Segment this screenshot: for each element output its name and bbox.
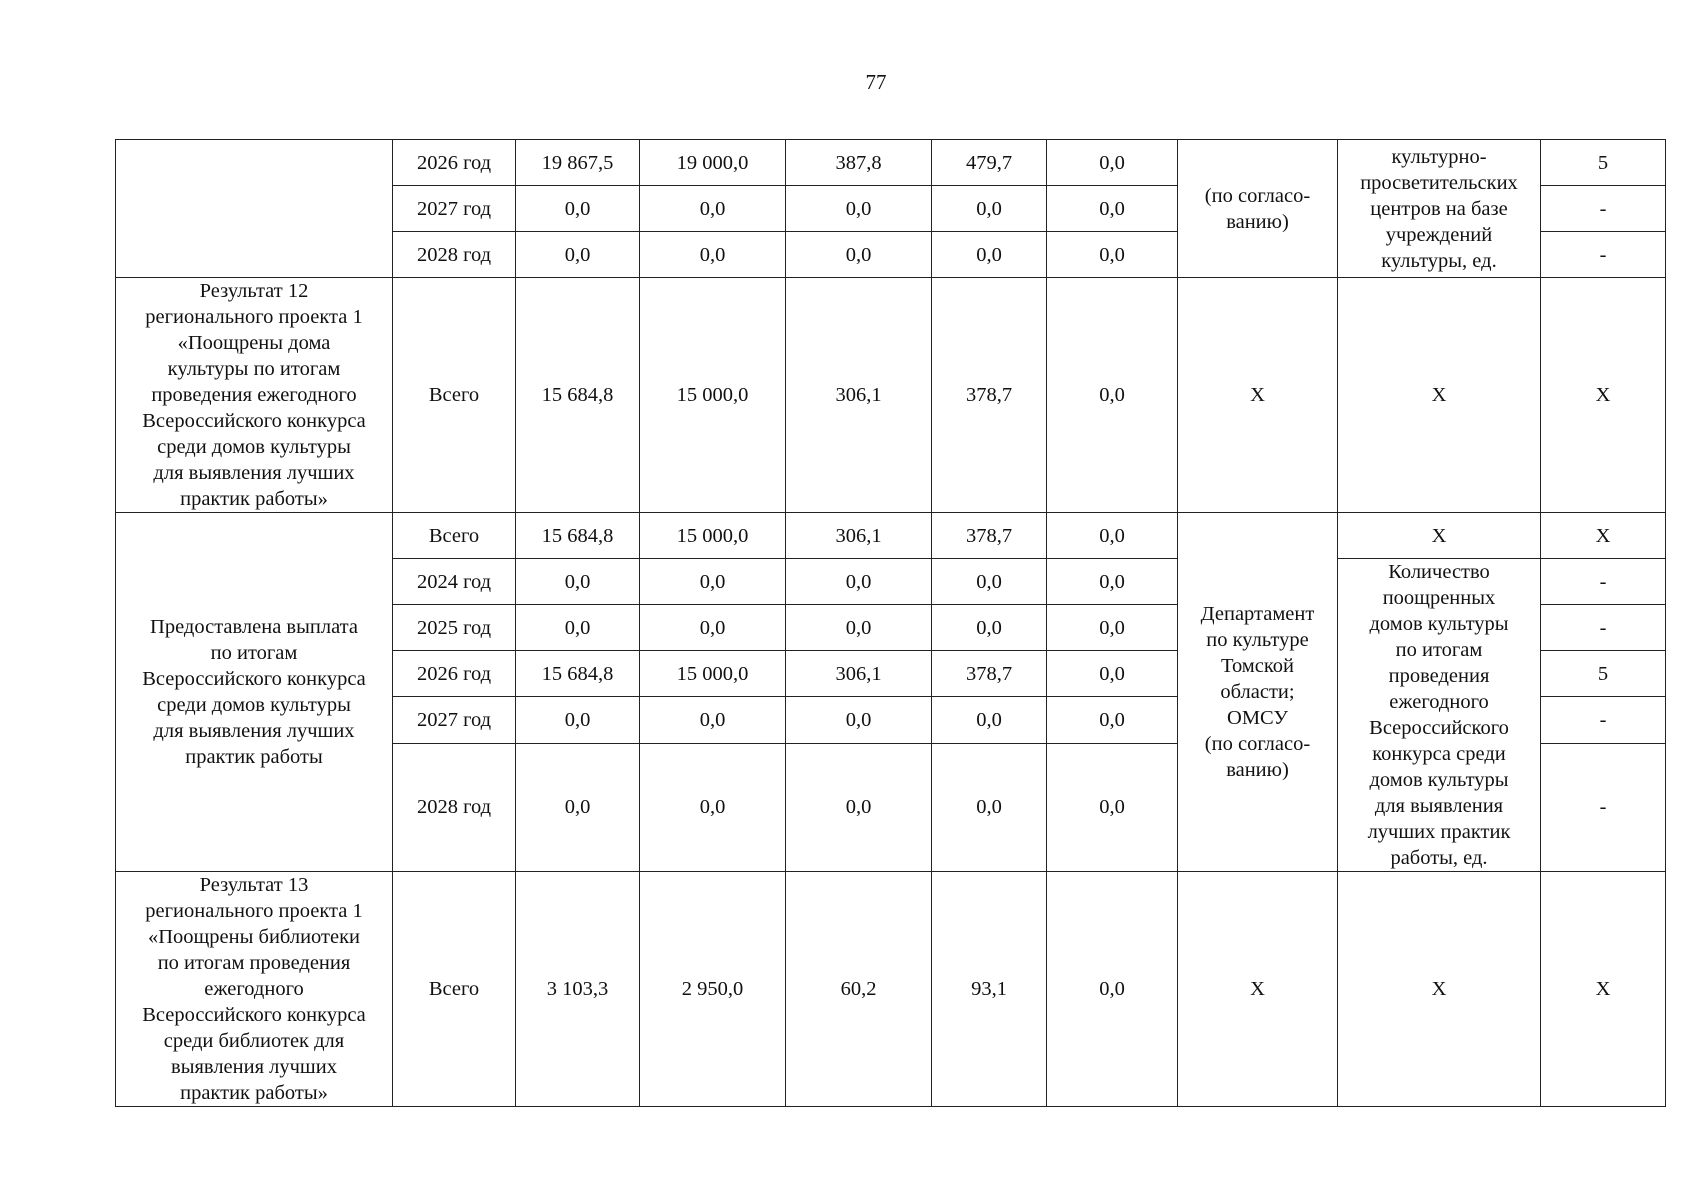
year-cell: 2024 год [393,559,516,605]
indicator-cell: X [1338,872,1541,1107]
regional-cell: 387,8 [786,140,932,186]
federal-cell: 15 000,0 [640,651,786,697]
federal-cell: 19 000,0 [640,140,786,186]
result-13-label: Результат 13 регионального проекта 1 «Поощрены библиотеки по итогам проведения ежегодного Всероссийского конкурса среди библиотек для выявления лучших практик работы» [116,872,393,1107]
municipal-cell: 378,7 [932,513,1047,559]
target-cell: - [1541,232,1666,278]
municipal-cell: 0,0 [932,186,1047,232]
indicator-cell: X [1338,513,1541,559]
regional-cell: 306,1 [786,513,932,559]
total-cell: 19 867,5 [516,140,640,186]
regional-cell: 0,0 [786,697,932,743]
extra-budget-cell: 0,0 [1047,605,1178,651]
total-cell: 0,0 [516,605,640,651]
table-row-result-13 [116,872,1666,1107]
regional-cell: 60,2 [786,872,932,1107]
regional-cell: 0,0 [786,232,932,278]
municipal-cell: 93,1 [932,872,1047,1107]
executor-cell: (по согласо- ванию) [1178,140,1338,278]
federal-cell: 0,0 [640,186,786,232]
regional-cell: 0,0 [786,743,932,871]
extra-budget-cell: 0,0 [1047,697,1178,743]
municipal-cell: 479,7 [932,140,1047,186]
page-number: 77 [865,70,887,94]
target-cell: X [1541,513,1666,559]
year-cell: Всего [393,278,516,513]
year-cell: 2026 год [393,140,516,186]
extra-budget-cell: 0,0 [1047,872,1178,1107]
municipal-cell: 378,7 [932,278,1047,513]
year-cell: 2028 год [393,232,516,278]
extra-budget-cell: 0,0 [1047,140,1178,186]
target-cell: 5 [1541,651,1666,697]
year-cell: 2028 год [393,743,516,871]
municipal-cell: 378,7 [932,651,1047,697]
regional-cell: 0,0 [786,559,932,605]
extra-budget-cell: 0,0 [1047,559,1178,605]
year-cell: 2027 год [393,186,516,232]
year-cell: 2026 год [393,651,516,697]
executor-cell: X [1178,872,1338,1107]
municipal-cell: 0,0 [932,559,1047,605]
year-cell: 2025 год [393,605,516,651]
federal-cell: 0,0 [640,232,786,278]
year-cell: 2027 год [393,697,516,743]
federal-cell: 15 000,0 [640,278,786,513]
total-cell: 0,0 [516,743,640,871]
regional-cell: 0,0 [786,605,932,651]
year-cell: Всего [393,513,516,559]
total-cell: 0,0 [516,232,640,278]
federal-cell: 15 000,0 [640,513,786,559]
extra-budget-cell: 0,0 [1047,232,1178,278]
budget-table [115,139,1666,1107]
executor-cell: X [1178,278,1338,513]
target-cell: - [1541,697,1666,743]
target-cell: - [1541,605,1666,651]
total-cell: 15 684,8 [516,278,640,513]
federal-cell: 0,0 [640,559,786,605]
total-cell: 3 103,3 [516,872,640,1107]
regional-cell: 0,0 [786,186,932,232]
empty-label-cell [116,140,393,278]
target-cell: 5 [1541,140,1666,186]
target-cell: X [1541,872,1666,1107]
federal-cell: 2 950,0 [640,872,786,1107]
extra-budget-cell: 0,0 [1047,651,1178,697]
total-cell: 0,0 [516,559,640,605]
municipal-cell: 0,0 [932,697,1047,743]
extra-budget-cell: 0,0 [1047,743,1178,871]
extra-budget-cell: 0,0 [1047,186,1178,232]
federal-cell: 0,0 [640,697,786,743]
target-cell: X [1541,278,1666,513]
result-12-label: Результат 12 регионального проекта 1 «Поощрены дома культуры по итогам проведения ежегодного Всероссийского конкурса среди домов культуры для выявления лучших практик работы» [116,278,393,513]
executor-cell: Департамент по культуре Томской области; ОМСУ (по согласо- ванию) [1178,513,1338,872]
table-row [116,140,1666,186]
federal-cell: 0,0 [640,605,786,651]
extra-budget-cell: 0,0 [1047,513,1178,559]
municipal-cell: 0,0 [932,232,1047,278]
indicator-cell: культурно- просветительских центров на базе учреждений культуры, ед. [1338,140,1541,278]
target-cell: - [1541,186,1666,232]
indicator-cell: Количество поощренных домов культуры по итогам проведения ежегодного Всероссийского конкурса среди домов культуры для выявления лучших практик работы, ед. [1338,559,1541,872]
target-cell: - [1541,559,1666,605]
municipal-cell: 0,0 [932,605,1047,651]
measure-label: Предоставлена выплата по итогам Всероссийского конкурса среди домов культуры для выявления лучших практик работы [116,513,393,872]
total-cell: 15 684,8 [516,513,640,559]
federal-cell: 0,0 [640,743,786,871]
regional-cell: 306,1 [786,651,932,697]
extra-budget-cell: 0,0 [1047,278,1178,513]
indicator-cell: X [1338,278,1541,513]
target-cell: - [1541,743,1666,871]
table-row [116,513,1666,559]
year-cell: Всего [393,872,516,1107]
total-cell: 0,0 [516,186,640,232]
total-cell: 0,0 [516,697,640,743]
total-cell: 15 684,8 [516,651,640,697]
regional-cell: 306,1 [786,278,932,513]
table-row-result-12 [116,278,1666,513]
municipal-cell: 0,0 [932,743,1047,871]
